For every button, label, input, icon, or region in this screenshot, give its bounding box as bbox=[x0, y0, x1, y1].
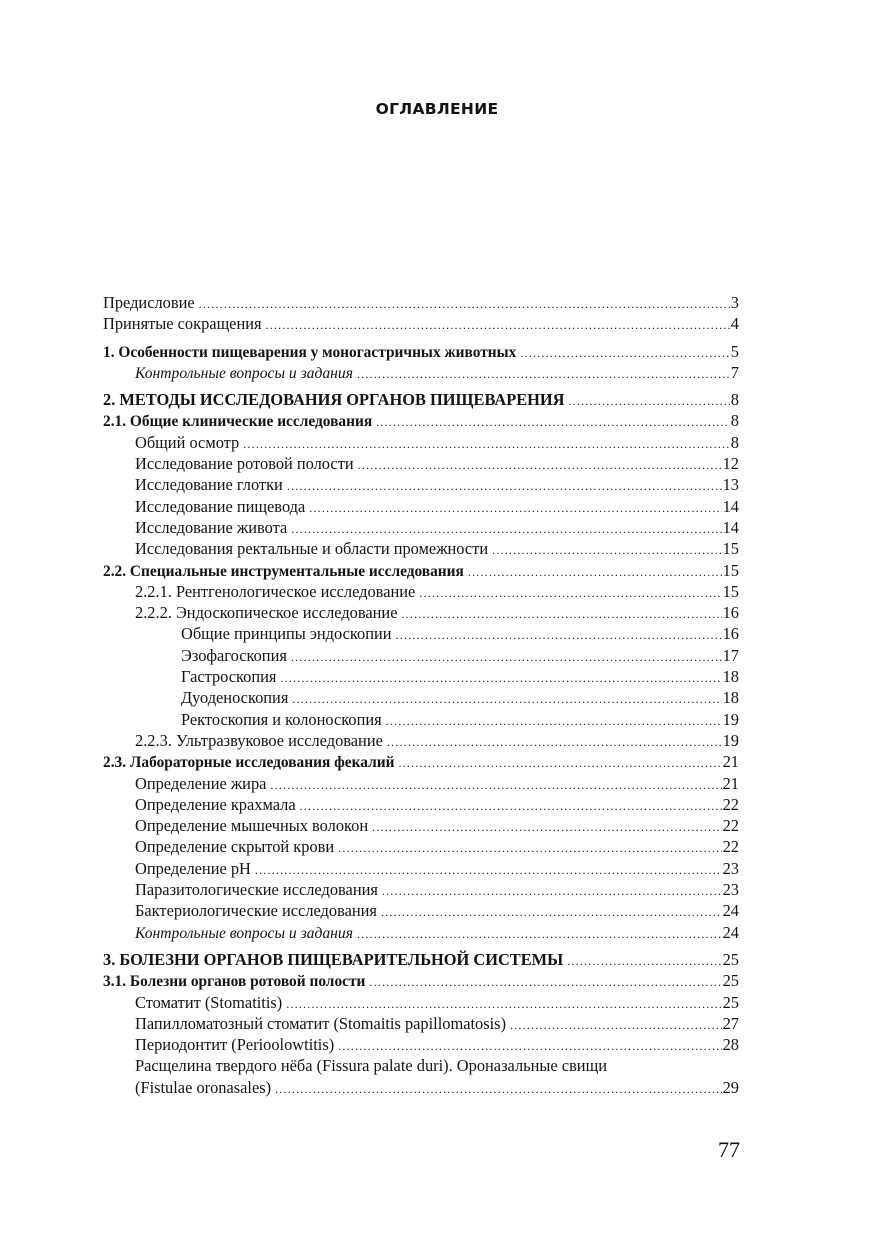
toc-entry-page: 13 bbox=[722, 475, 739, 495]
page-number: 77 bbox=[718, 1137, 740, 1162]
toc-entry-page: 17 bbox=[722, 645, 739, 665]
dot-leader bbox=[243, 434, 730, 453]
toc-entry[interactable] bbox=[103, 949, 739, 970]
toc-entry-title: Бактериологические исследования bbox=[135, 901, 377, 921]
toc-entry-title: Принятые сокращения bbox=[103, 314, 262, 334]
toc-entry[interactable] bbox=[103, 292, 739, 313]
toc-entry-page: 23 bbox=[722, 880, 739, 900]
toc-entry[interactable] bbox=[103, 1034, 739, 1055]
toc-entry-page: 18 bbox=[722, 667, 739, 687]
dot-leader bbox=[382, 881, 722, 900]
toc-entry-page: 7 bbox=[730, 362, 739, 382]
dot-leader bbox=[357, 364, 730, 383]
page-title: ОГЛАВЛЕНИЕ bbox=[375, 100, 499, 118]
toc-entry-title: 2.1. Общие клинические исследования bbox=[103, 413, 373, 431]
toc-entry-page: 22 bbox=[722, 794, 739, 814]
toc-entry-title: (Fistulae oronasales) bbox=[135, 1077, 272, 1097]
toc-entry-page: 25 bbox=[722, 971, 739, 991]
toc-entry-page: 3 bbox=[730, 293, 739, 312]
toc-entry-wrapped-line: Расщелина твердого нёба (Fissura palate duri). Ороназальные свищи bbox=[135, 1056, 607, 1076]
toc-entry-title: 2.2.3. Ультразвуковое исследование bbox=[135, 730, 383, 750]
toc-entry[interactable] bbox=[103, 389, 739, 410]
toc-entry-title: Определение pH bbox=[135, 858, 251, 878]
dot-leader bbox=[255, 860, 722, 879]
toc-entry-page: 19 bbox=[722, 709, 739, 729]
toc-entry[interactable] bbox=[103, 581, 739, 602]
toc-entry-page: 8 bbox=[730, 390, 739, 410]
toc-entry[interactable] bbox=[103, 496, 739, 517]
dot-leader bbox=[280, 668, 721, 687]
toc-entry-title: 2.3. Лабораторные исследования фекалий bbox=[103, 754, 395, 772]
toc-entry-title: Определение жира bbox=[135, 773, 267, 793]
toc-entry-title: Стоматит (Stomatitis) bbox=[135, 992, 283, 1012]
toc-entry[interactable] bbox=[103, 410, 739, 431]
toc-entry[interactable] bbox=[103, 858, 739, 879]
dot-leader bbox=[291, 647, 722, 666]
dot-leader bbox=[300, 796, 722, 815]
toc-entry[interactable] bbox=[103, 900, 739, 921]
toc-entry-title: 2.2.2. Эндоскопическое исследование bbox=[135, 603, 398, 623]
dot-leader bbox=[291, 519, 721, 538]
toc-entry-title: Дуоденоскопия bbox=[181, 688, 289, 708]
dot-leader bbox=[567, 951, 721, 970]
dot-leader bbox=[357, 924, 722, 943]
toc-entry[interactable] bbox=[103, 645, 739, 666]
dot-leader bbox=[199, 294, 730, 313]
toc-entry[interactable] bbox=[103, 773, 739, 794]
toc-entry-page: 8 bbox=[730, 411, 739, 431]
toc-entry[interactable] bbox=[103, 313, 739, 334]
toc-entry-page: 25 bbox=[722, 992, 739, 1012]
toc-entry[interactable] bbox=[103, 992, 739, 1013]
toc-entry-title: Определение скрытой крови bbox=[135, 837, 335, 857]
toc-entry[interactable] bbox=[103, 623, 739, 644]
toc-entry-page: 24 bbox=[722, 901, 739, 921]
toc-entry-title: Предисловие bbox=[103, 293, 195, 312]
toc-entry-title: 1. Особенности пищеварения у моногастричных животных bbox=[103, 343, 517, 361]
toc-entry[interactable] bbox=[103, 970, 739, 991]
toc-entry-page: 19 bbox=[722, 730, 739, 750]
dot-leader bbox=[376, 412, 730, 431]
toc-entry-page: 22 bbox=[722, 816, 739, 836]
toc-entry[interactable] bbox=[103, 709, 739, 730]
toc-entry[interactable] bbox=[103, 1077, 739, 1098]
toc-entry-page: 22 bbox=[722, 837, 739, 857]
dot-leader bbox=[492, 540, 721, 559]
toc-entry[interactable] bbox=[103, 453, 739, 474]
toc-entry-title: Исследование пищевода bbox=[135, 496, 306, 516]
toc-entry[interactable] bbox=[103, 432, 739, 453]
toc-entry[interactable] bbox=[103, 362, 739, 383]
dot-leader bbox=[275, 1079, 722, 1098]
dot-leader bbox=[369, 972, 721, 991]
toc-entry-title: Исследование ротовой полости bbox=[135, 454, 354, 474]
toc-entry-page: 14 bbox=[722, 496, 739, 516]
dot-leader bbox=[287, 476, 722, 495]
toc-entry-title: Общие принципы эндоскопии bbox=[181, 624, 392, 644]
toc-entry[interactable] bbox=[103, 341, 739, 362]
toc-entry[interactable] bbox=[103, 687, 739, 708]
toc-entry[interactable] bbox=[103, 836, 739, 857]
dot-leader bbox=[286, 994, 721, 1013]
toc-entry-title: Контрольные вопросы и задания bbox=[135, 924, 353, 942]
toc-entry-title: Папилломатозный стоматит (Stomaitis papillomatosis) bbox=[135, 1013, 507, 1033]
dot-leader bbox=[468, 562, 722, 581]
toc-entry-page: 15 bbox=[722, 560, 739, 580]
toc-entry-title: Гастроскопия bbox=[181, 667, 277, 687]
toc-entry-title: Исследование глотки bbox=[135, 475, 283, 495]
toc-entry-page: 15 bbox=[722, 581, 739, 601]
toc-entry-page: 16 bbox=[722, 603, 739, 623]
dot-leader bbox=[387, 732, 722, 751]
dot-leader bbox=[292, 689, 721, 708]
toc-entry-page: 28 bbox=[722, 1035, 739, 1055]
toc-entry-title: Контрольные вопросы и задания bbox=[135, 364, 353, 382]
dot-leader bbox=[401, 604, 721, 623]
toc-entry-page: 18 bbox=[722, 688, 739, 708]
toc-entry-page: 27 bbox=[722, 1013, 739, 1033]
dot-leader bbox=[568, 391, 729, 410]
toc-entry[interactable] bbox=[103, 751, 739, 772]
toc-entry-title: Исследование живота bbox=[135, 517, 288, 537]
toc-entry-page: 25 bbox=[722, 949, 739, 969]
toc-entry-title: Исследования ректальные и области промежности bbox=[135, 539, 489, 559]
toc-entry-page: 16 bbox=[722, 624, 739, 644]
toc-entry-page: 8 bbox=[730, 432, 739, 452]
toc-entry-title: Ректоскопия и колоноскопия bbox=[181, 709, 382, 729]
toc-entry-title: Эзофагоскопия bbox=[181, 645, 287, 665]
toc-entry[interactable] bbox=[103, 474, 739, 495]
toc-entry[interactable] bbox=[103, 666, 739, 687]
toc-entry[interactable] bbox=[103, 794, 739, 815]
toc-entry-page: 5 bbox=[730, 341, 739, 361]
dot-leader bbox=[398, 753, 721, 772]
dot-leader bbox=[381, 902, 722, 921]
toc-entry-page: 12 bbox=[722, 454, 739, 474]
dot-leader bbox=[266, 315, 730, 334]
toc-entry-title: 2.2.1. Рентгенологическое исследование bbox=[135, 581, 416, 601]
dot-leader bbox=[419, 583, 721, 602]
toc-entry[interactable] bbox=[103, 538, 739, 559]
toc-entry[interactable] bbox=[103, 730, 739, 751]
toc-entry-page: 15 bbox=[722, 539, 739, 559]
dot-leader bbox=[386, 711, 722, 730]
dot-leader bbox=[338, 1036, 721, 1055]
toc-entry-title: Общий осмотр bbox=[135, 432, 240, 452]
toc-entry-title: 2.2. Специальные инструментальные исследования bbox=[103, 562, 464, 580]
toc-entry[interactable] bbox=[103, 560, 739, 581]
toc-entry-title: Паразитологические исследования bbox=[135, 880, 378, 900]
toc-entry-title: Периодонтит (Perioolowtitis) bbox=[135, 1035, 335, 1055]
dot-leader bbox=[396, 625, 722, 644]
toc-entry[interactable] bbox=[103, 602, 739, 623]
dot-leader bbox=[372, 817, 721, 836]
dot-leader bbox=[270, 775, 721, 794]
toc-entry-title: 3.1. Болезни органов ротовой полости bbox=[103, 973, 366, 991]
toc-entry-page: 24 bbox=[722, 922, 739, 942]
dot-leader bbox=[510, 1015, 722, 1034]
dot-leader bbox=[358, 455, 722, 474]
dot-leader bbox=[338, 838, 721, 857]
toc-entry-title: Определение крахмала bbox=[135, 794, 296, 814]
toc-entry-page: 21 bbox=[722, 752, 739, 772]
toc-entry[interactable] bbox=[103, 815, 739, 836]
dot-leader bbox=[309, 498, 721, 517]
toc-entry-page: 4 bbox=[730, 314, 739, 334]
toc-entry[interactable] bbox=[103, 517, 739, 538]
toc-entry-page: 23 bbox=[722, 858, 739, 878]
toc-entry[interactable] bbox=[103, 922, 739, 943]
toc-entry[interactable] bbox=[103, 1013, 739, 1034]
toc-entry-page: 14 bbox=[722, 517, 739, 537]
toc-entry-title: 2. МЕТОДЫ ИССЛЕДОВАНИЯ ОРГАНОВ ПИЩЕВАРЕНИЯ bbox=[103, 390, 565, 410]
toc-entry-page: 29 bbox=[722, 1077, 739, 1097]
table-of-contents bbox=[103, 292, 739, 1098]
toc-entry-title: Определение мышечных волокон bbox=[135, 816, 369, 836]
dot-leader bbox=[520, 343, 729, 362]
toc-entry-page: 21 bbox=[722, 773, 739, 793]
toc-entry-title: 3. БОЛЕЗНИ ОРГАНОВ ПИЩЕВАРИТЕЛЬНОЙ СИСТЕМЫ bbox=[103, 949, 564, 969]
toc-entry[interactable] bbox=[103, 879, 739, 900]
